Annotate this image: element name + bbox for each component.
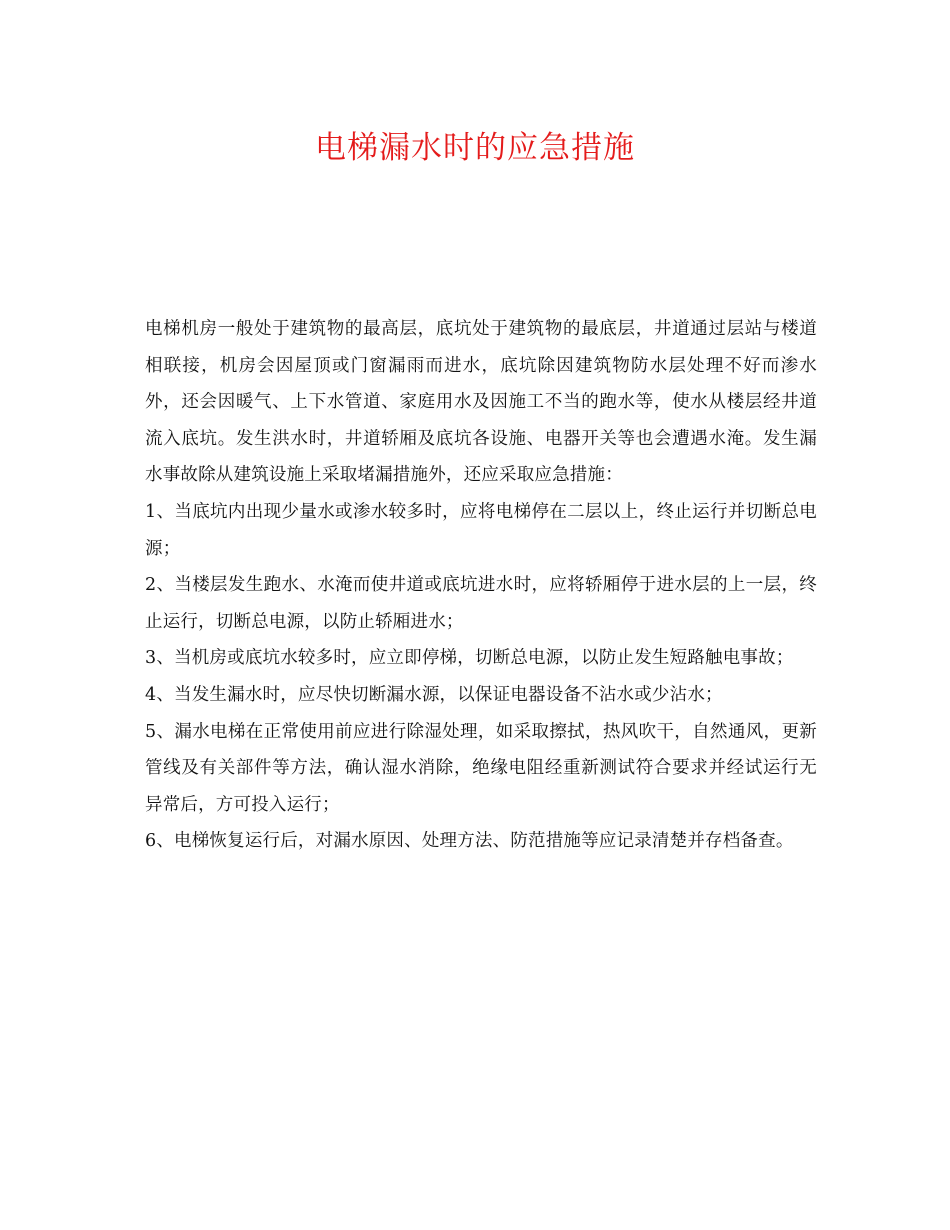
measure-item-6: 6、电梯恢复运行后，对漏水原因、处理方法、防范措施等应记录清楚并存档备查。 bbox=[145, 831, 794, 852]
measure-item-4: 4、当发生漏水时，应尽快切断漏水源，以保证电器设备不沾水或少沾水； bbox=[145, 684, 723, 705]
intro-paragraph: 电梯机房一般处于建筑物的最高层，底坑处于建筑物的最底层，井道通过层站与楼道相联接，机房会因屋顶或门窗漏雨而进水，底坑除因建筑物防水层处理不好而渗水外，还会因暖气、上下水管道、家庭用水及因施工不当的跑水等，使水从楼层经井道流入底坑。发生洪水时，井道轿厢及底坑各设施、电器开关等也会遭遇水淹。发生漏水事故除从建筑设施上采取堵漏措施外，还应采取应急措施： bbox=[145, 319, 817, 486]
measure-item-1: 1、当底坑内出现少量水或渗水较多时，应将电梯停在二层以上，终止运行并切断总电源； bbox=[145, 501, 817, 559]
measure-item-2: 2、当楼层发生跑水、水淹而使井道或底坑进水时，应将轿厢停于进水层的上一层，终止运行，切断总电源，以防止轿厢进水； bbox=[145, 575, 817, 632]
measure-item-5: 5、漏水电梯在正常使用前应进行除湿处理，如采取擦拭，热风吹干，自然通风，更新管线及有关部件等方法，确认湿水消除，绝缘电阻经重新测试符合要求并经试运行无异常后，方可投入运行； bbox=[145, 721, 817, 815]
measure-item-3: 3、当机房或底坑水较多时，应立即停梯，切断总电源，以防止发生短路触电事故； bbox=[145, 648, 794, 669]
document-title: 电梯漏水时的应急措施 bbox=[315, 130, 635, 166]
document-body bbox=[145, 311, 817, 860]
